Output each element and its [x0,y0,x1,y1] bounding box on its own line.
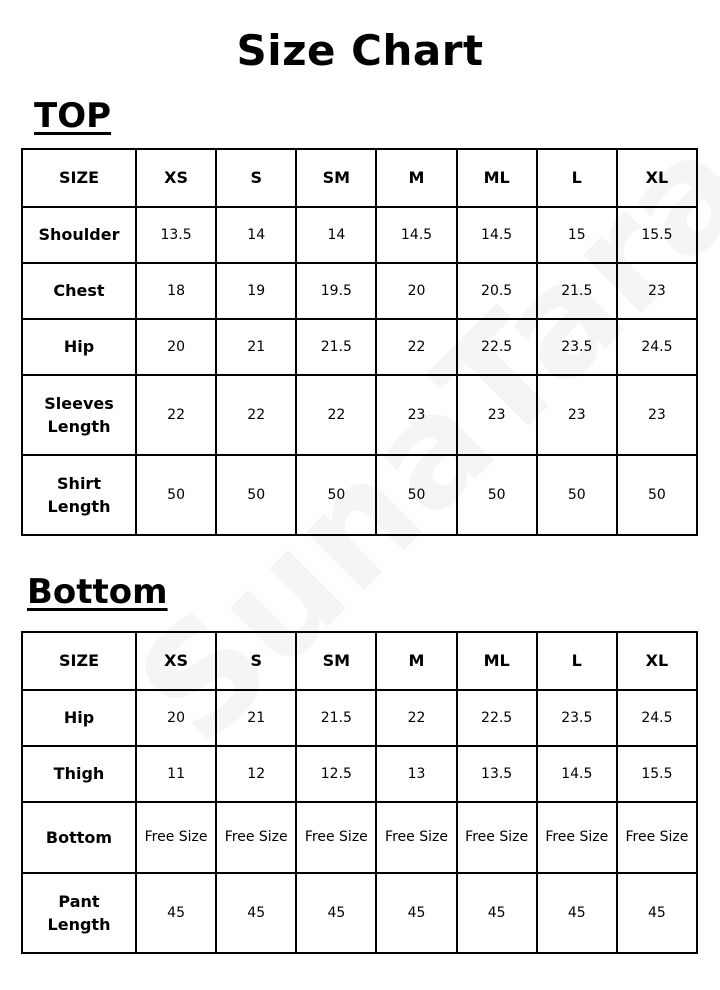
measurement-label: Chest [22,263,136,319]
top-table-body [22,149,697,535]
measurement-label: Shirt Length [22,455,136,535]
measurement-value: 22 [136,375,216,455]
measurement-value: 23 [617,375,697,455]
table-row [22,690,697,746]
size-column-header: M [376,149,456,207]
top-section-title: TOP [34,96,112,136]
size-header-cell: SIZE [22,632,136,690]
measurement-value: 12.5 [296,746,376,802]
measurement-value: 22 [376,319,456,375]
measurement-label: Thigh [22,746,136,802]
measurement-value: 13 [376,746,456,802]
size-column-header: L [537,149,617,207]
table-row [22,455,697,535]
table-header-row [22,149,697,207]
measurement-value: 20 [136,319,216,375]
measurement-value: Free Size [216,802,296,873]
size-column-header: ML [457,632,537,690]
table-row [22,319,697,375]
measurement-value: Free Size [376,802,456,873]
measurement-value: 22.5 [457,319,537,375]
size-column-header: XS [136,149,216,207]
measurement-label: Hip [22,690,136,746]
size-column-header: XL [617,632,697,690]
measurement-value: 14 [216,207,296,263]
size-column-header: S [216,632,296,690]
size-column-header: M [376,632,456,690]
bottom-size-table [21,631,698,954]
measurement-value: 23 [617,263,697,319]
measurement-value: 13.5 [136,207,216,263]
measurement-value: 24.5 [617,690,697,746]
measurement-value: 45 [537,873,617,953]
size-column-header: SM [296,149,376,207]
measurement-value: 50 [136,455,216,535]
measurement-value: 14 [296,207,376,263]
measurement-value: 14.5 [457,207,537,263]
size-column-header: S [216,149,296,207]
measurement-value: 20 [376,263,456,319]
measurement-value: 23.5 [537,690,617,746]
top-size-table [21,148,698,536]
table-header-row [22,632,697,690]
measurement-value: Free Size [537,802,617,873]
measurement-value: Free Size [296,802,376,873]
measurement-value: 45 [216,873,296,953]
measurement-value: 12 [216,746,296,802]
measurement-value: Free Size [617,802,697,873]
size-header-cell: SIZE [22,149,136,207]
size-column-header: XL [617,149,697,207]
measurement-value: Free Size [457,802,537,873]
table-row [22,375,697,455]
measurement-value: 45 [617,873,697,953]
measurement-value: 22 [296,375,376,455]
bottom-table-body [22,632,697,953]
measurement-value: 15.5 [617,746,697,802]
measurement-value: 19 [216,263,296,319]
measurement-value: 18 [136,263,216,319]
measurement-value: 11 [136,746,216,802]
measurement-value: 19.5 [296,263,376,319]
measurement-value: 15 [537,207,617,263]
table-row [22,873,697,953]
measurement-value: 23 [537,375,617,455]
measurement-value: Free Size [136,802,216,873]
table-row [22,207,697,263]
measurement-value: 50 [216,455,296,535]
measurement-value: 21 [216,690,296,746]
measurement-value: 50 [617,455,697,535]
measurement-value: 22.5 [457,690,537,746]
measurement-value: 13.5 [457,746,537,802]
measurement-label: Bottom [22,802,136,873]
measurement-label: Sleeves Length [22,375,136,455]
measurement-value: 45 [457,873,537,953]
measurement-value: 14.5 [376,207,456,263]
measurement-label: Pant Length [22,873,136,953]
measurement-value: 14.5 [537,746,617,802]
measurement-value: 22 [216,375,296,455]
measurement-value: 45 [296,873,376,953]
size-column-header: XS [136,632,216,690]
measurement-label: Shoulder [22,207,136,263]
measurement-value: 21.5 [296,319,376,375]
table-row [22,802,697,873]
measurement-value: 23 [376,375,456,455]
measurement-value: 21 [216,319,296,375]
measurement-value: 50 [457,455,537,535]
size-column-header: L [537,632,617,690]
measurement-value: 15.5 [617,207,697,263]
measurement-value: 23 [457,375,537,455]
table-row [22,263,697,319]
measurement-value: 21.5 [537,263,617,319]
size-column-header: ML [457,149,537,207]
measurement-value: 21.5 [296,690,376,746]
measurement-value: 50 [537,455,617,535]
page-title: Size Chart [236,26,484,75]
measurement-value: 20.5 [457,263,537,319]
measurement-value: 22 [376,690,456,746]
measurement-value: 24.5 [617,319,697,375]
measurement-value: 45 [376,873,456,953]
measurement-value: 20 [136,690,216,746]
measurement-value: 50 [296,455,376,535]
table-row [22,746,697,802]
bottom-section-title: Bottom [27,572,168,612]
measurement-value: 23.5 [537,319,617,375]
measurement-value: 45 [136,873,216,953]
size-column-header: SM [296,632,376,690]
measurement-label: Hip [22,319,136,375]
measurement-value: 50 [376,455,456,535]
